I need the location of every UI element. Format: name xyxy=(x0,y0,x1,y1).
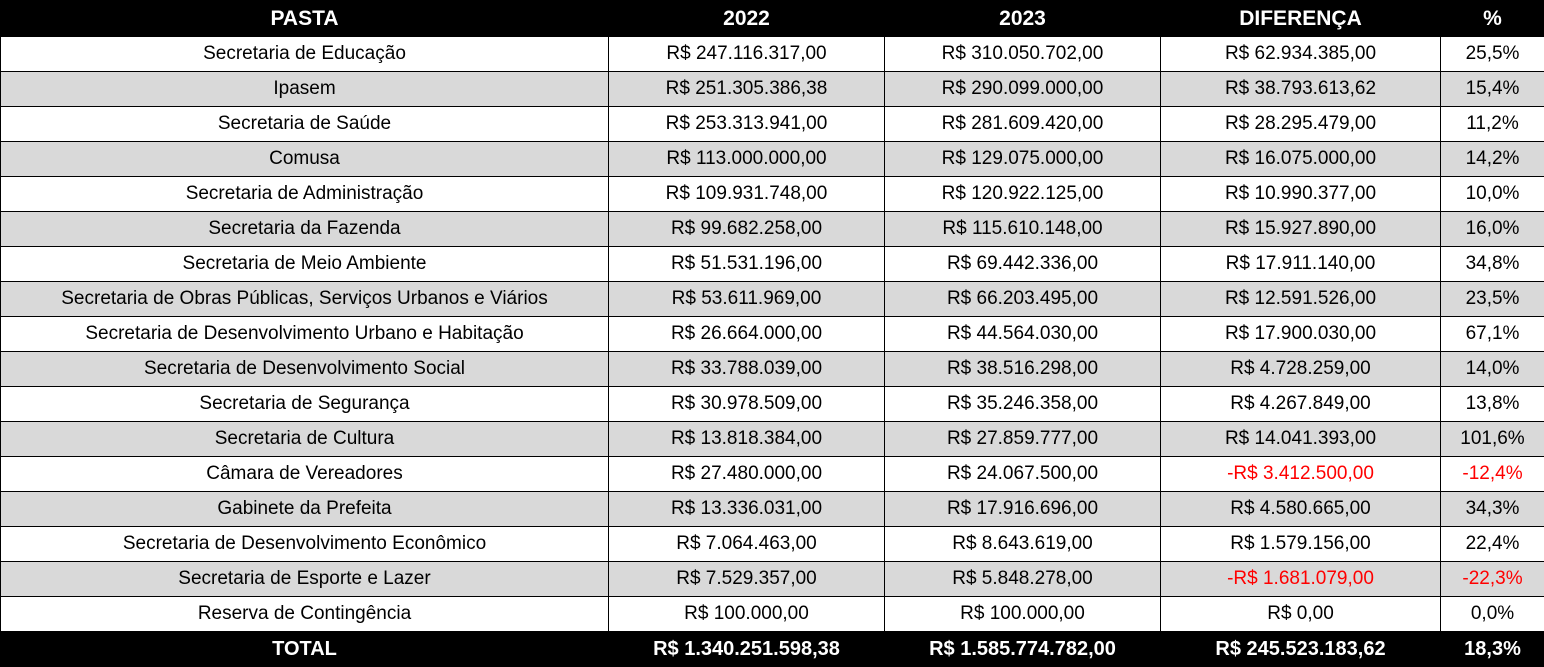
value-2023-cell: R$ 129.075.000,00 xyxy=(885,142,1161,177)
value-2023-cell: R$ 281.609.420,00 xyxy=(885,107,1161,142)
col-header-pasta: PASTA xyxy=(1,1,609,37)
pasta-cell: Secretaria de Saúde xyxy=(1,107,609,142)
value-2023-cell: R$ 120.922.125,00 xyxy=(885,177,1161,212)
col-header-2022: 2022 xyxy=(609,1,885,37)
value-2023-cell: R$ 27.859.777,00 xyxy=(885,422,1161,457)
value-2022-cell: R$ 247.116.317,00 xyxy=(609,37,885,72)
total-2023: R$ 1.585.774.782,00 xyxy=(885,632,1161,667)
value-2022-cell: R$ 33.788.039,00 xyxy=(609,352,885,387)
value-2022-cell: R$ 100.000,00 xyxy=(609,597,885,632)
table-row xyxy=(1,177,1544,212)
pasta-cell: Secretaria de Esporte e Lazer xyxy=(1,562,609,597)
pasta-cell: Comusa xyxy=(1,142,609,177)
value-2022-cell: R$ 30.978.509,00 xyxy=(609,387,885,422)
col-header-diferenca: DIFERENÇA xyxy=(1161,1,1441,37)
value-2022-cell: R$ 51.531.196,00 xyxy=(609,247,885,282)
pasta-cell: Secretaria de Cultura xyxy=(1,422,609,457)
total-row xyxy=(1,632,1544,667)
value-2023-cell: R$ 17.916.696,00 xyxy=(885,492,1161,527)
table-row xyxy=(1,457,1544,492)
value-2023-cell: R$ 5.848.278,00 xyxy=(885,562,1161,597)
pct-cell: 11,2% xyxy=(1441,107,1544,142)
value-2023-cell: R$ 44.564.030,00 xyxy=(885,317,1161,352)
pct-cell: -12,4% xyxy=(1441,457,1544,492)
value-2022-cell: R$ 109.931.748,00 xyxy=(609,177,885,212)
diferenca-cell: -R$ 3.412.500,00 xyxy=(1161,457,1441,492)
table-row xyxy=(1,422,1544,457)
value-2023-cell: R$ 66.203.495,00 xyxy=(885,282,1161,317)
table-row xyxy=(1,597,1544,632)
value-2023-cell: R$ 115.610.148,00 xyxy=(885,212,1161,247)
pct-cell: 14,2% xyxy=(1441,142,1544,177)
value-2022-cell: R$ 13.818.384,00 xyxy=(609,422,885,457)
table-row xyxy=(1,317,1544,352)
pct-cell: 22,4% xyxy=(1441,527,1544,562)
pasta-cell: Secretaria de Segurança xyxy=(1,387,609,422)
pct-cell: 13,8% xyxy=(1441,387,1544,422)
table-row xyxy=(1,387,1544,422)
value-2022-cell: R$ 7.064.463,00 xyxy=(609,527,885,562)
pasta-cell: Secretaria da Fazenda xyxy=(1,212,609,247)
diferenca-cell: R$ 12.591.526,00 xyxy=(1161,282,1441,317)
diferenca-cell: -R$ 1.681.079,00 xyxy=(1161,562,1441,597)
table-row xyxy=(1,352,1544,387)
diferenca-cell: R$ 38.793.613,62 xyxy=(1161,72,1441,107)
table-body xyxy=(1,37,1544,632)
value-2022-cell: R$ 26.664.000,00 xyxy=(609,317,885,352)
value-2023-cell: R$ 100.000,00 xyxy=(885,597,1161,632)
diferenca-cell: R$ 0,00 xyxy=(1161,597,1441,632)
pct-cell: 67,1% xyxy=(1441,317,1544,352)
diferenca-cell: R$ 4.267.849,00 xyxy=(1161,387,1441,422)
table-row xyxy=(1,142,1544,177)
diferenca-cell: R$ 15.927.890,00 xyxy=(1161,212,1441,247)
table-row xyxy=(1,107,1544,142)
value-2022-cell: R$ 253.313.941,00 xyxy=(609,107,885,142)
table-row xyxy=(1,492,1544,527)
value-2023-cell: R$ 310.050.702,00 xyxy=(885,37,1161,72)
table-row xyxy=(1,37,1544,72)
value-2023-cell: R$ 24.067.500,00 xyxy=(885,457,1161,492)
diferenca-cell: R$ 14.041.393,00 xyxy=(1161,422,1441,457)
pasta-cell: Reserva de Contingência xyxy=(1,597,609,632)
diferenca-cell: R$ 1.579.156,00 xyxy=(1161,527,1441,562)
diferenca-cell: R$ 4.580.665,00 xyxy=(1161,492,1441,527)
value-2023-cell: R$ 8.643.619,00 xyxy=(885,527,1161,562)
diferenca-cell: R$ 62.934.385,00 xyxy=(1161,37,1441,72)
col-header-pct: % xyxy=(1441,1,1544,37)
value-2022-cell: R$ 13.336.031,00 xyxy=(609,492,885,527)
pct-cell: 34,8% xyxy=(1441,247,1544,282)
value-2023-cell: R$ 69.442.336,00 xyxy=(885,247,1161,282)
pct-cell: 14,0% xyxy=(1441,352,1544,387)
table-row xyxy=(1,212,1544,247)
value-2023-cell: R$ 35.246.358,00 xyxy=(885,387,1161,422)
value-2022-cell: R$ 7.529.357,00 xyxy=(609,562,885,597)
header-row xyxy=(1,1,1544,37)
value-2023-cell: R$ 38.516.298,00 xyxy=(885,352,1161,387)
col-header-2023: 2023 xyxy=(885,1,1161,37)
table-row xyxy=(1,72,1544,107)
total-diferenca: R$ 245.523.183,62 xyxy=(1161,632,1441,667)
pct-cell: 25,5% xyxy=(1441,37,1544,72)
value-2022-cell: R$ 27.480.000,00 xyxy=(609,457,885,492)
pasta-cell: Secretaria de Desenvolvimento Urbano e Habitação xyxy=(1,317,609,352)
diferenca-cell: R$ 17.911.140,00 xyxy=(1161,247,1441,282)
pct-cell: 101,6% xyxy=(1441,422,1544,457)
table-row xyxy=(1,562,1544,597)
diferenca-cell: R$ 17.900.030,00 xyxy=(1161,317,1441,352)
value-2022-cell: R$ 113.000.000,00 xyxy=(609,142,885,177)
value-2023-cell: R$ 290.099.000,00 xyxy=(885,72,1161,107)
value-2022-cell: R$ 251.305.386,38 xyxy=(609,72,885,107)
pasta-cell: Secretaria de Meio Ambiente xyxy=(1,247,609,282)
diferenca-cell: R$ 28.295.479,00 xyxy=(1161,107,1441,142)
diferenca-cell: R$ 4.728.259,00 xyxy=(1161,352,1441,387)
pct-cell: 15,4% xyxy=(1441,72,1544,107)
table-row xyxy=(1,282,1544,317)
pct-cell: 16,0% xyxy=(1441,212,1544,247)
table-row xyxy=(1,527,1544,562)
diferenca-cell: R$ 16.075.000,00 xyxy=(1161,142,1441,177)
total-label: TOTAL xyxy=(1,632,609,667)
pasta-cell: Gabinete da Prefeita xyxy=(1,492,609,527)
pct-cell: -22,3% xyxy=(1441,562,1544,597)
pct-cell: 10,0% xyxy=(1441,177,1544,212)
total-pct: 18,3% xyxy=(1441,632,1544,667)
pasta-cell: Secretaria de Desenvolvimento Econômico xyxy=(1,527,609,562)
pasta-cell: Secretaria de Obras Públicas, Serviços Urbanos e Viários xyxy=(1,282,609,317)
table-row xyxy=(1,247,1544,282)
value-2022-cell: R$ 53.611.969,00 xyxy=(609,282,885,317)
pasta-cell: Secretaria de Educação xyxy=(1,37,609,72)
pct-cell: 0,0% xyxy=(1441,597,1544,632)
pct-cell: 34,3% xyxy=(1441,492,1544,527)
pasta-cell: Secretaria de Desenvolvimento Social xyxy=(1,352,609,387)
diferenca-cell: R$ 10.990.377,00 xyxy=(1161,177,1441,212)
pasta-cell: Ipasem xyxy=(1,72,609,107)
total-2022: R$ 1.340.251.598,38 xyxy=(609,632,885,667)
pct-cell: 23,5% xyxy=(1441,282,1544,317)
value-2022-cell: R$ 99.682.258,00 xyxy=(609,212,885,247)
pasta-cell: Câmara de Vereadores xyxy=(1,457,609,492)
pasta-cell: Secretaria de Administração xyxy=(1,177,609,212)
